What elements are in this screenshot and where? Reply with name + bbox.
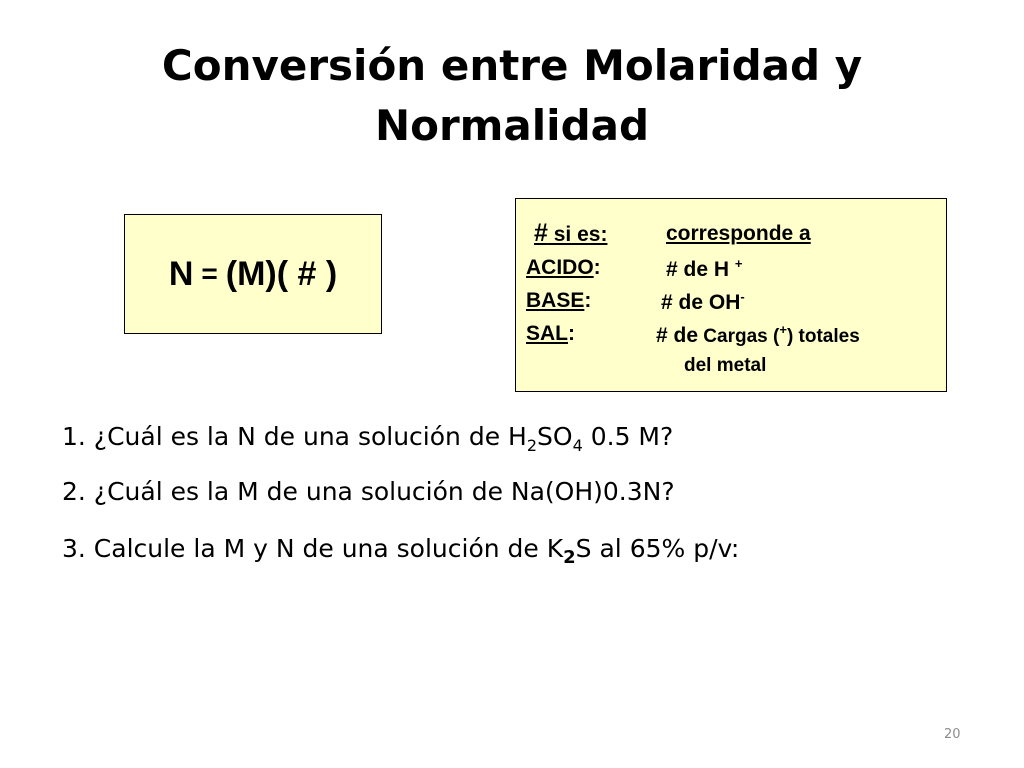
base-sup: - [740,289,745,304]
acido-label [526,256,601,280]
base-colon: : [584,289,592,312]
header-si-es [534,219,608,247]
slide-title [60,36,964,156]
sal-label-text: SAL [526,322,568,345]
formula-equals: = [201,258,218,289]
sal-value-line2: del metal [684,355,767,376]
page-number: 20 [944,727,961,742]
header-corresponde: corresponde a [666,222,811,245]
title-line-1: Conversión entre Molaridad y [161,41,863,90]
base-label [526,289,591,313]
q1-sub-4: 4 [572,436,583,455]
q3-sub-2: 2 [563,547,576,568]
table-header [534,219,607,248]
sal-label [526,322,575,346]
acido-value [666,256,742,282]
formula-hash: ( # ) [276,254,338,293]
sal-value-cargas: Cargas ( [698,326,780,347]
sal-value-totales: ) totales [786,326,860,347]
acido-value-text: # de H [666,258,730,281]
formula-m: (M) [225,254,277,293]
sal-value [656,322,860,348]
question-3 [62,534,739,568]
question-1 [62,422,673,455]
q1-text: 1. ¿Cuál es la N de una solución de H [62,422,527,451]
base-value [661,289,745,315]
acido-label-text: ACIDO [526,256,594,279]
sal-sup: + [779,322,787,337]
equivalents-table [515,198,947,392]
header-hash: # [534,219,548,247]
acido-colon: : [593,256,601,279]
q3-text: 3. Calcule la M y N de una solución de K [62,534,564,563]
title-line-2: Normalidad [374,101,650,150]
sal-value-hash: # de [656,324,699,347]
question-2: 2. ¿Cuál es la M de una solución de Na(OH)0.3N? [62,477,675,506]
q1-end: 0.5 M? [582,422,674,451]
header-si-es-text: si es: [547,223,608,246]
q3-end: S al 65% p/v: [575,534,740,563]
q1-so: SO [537,422,573,451]
acido-sup: + [734,256,743,271]
base-value-text: # de OH [661,291,741,314]
formula-box [124,214,382,334]
sal-colon: : [568,322,575,345]
q1-sub-2: 2 [526,436,538,455]
base-label-text: BASE [526,289,585,312]
formula-n: N [168,254,194,293]
